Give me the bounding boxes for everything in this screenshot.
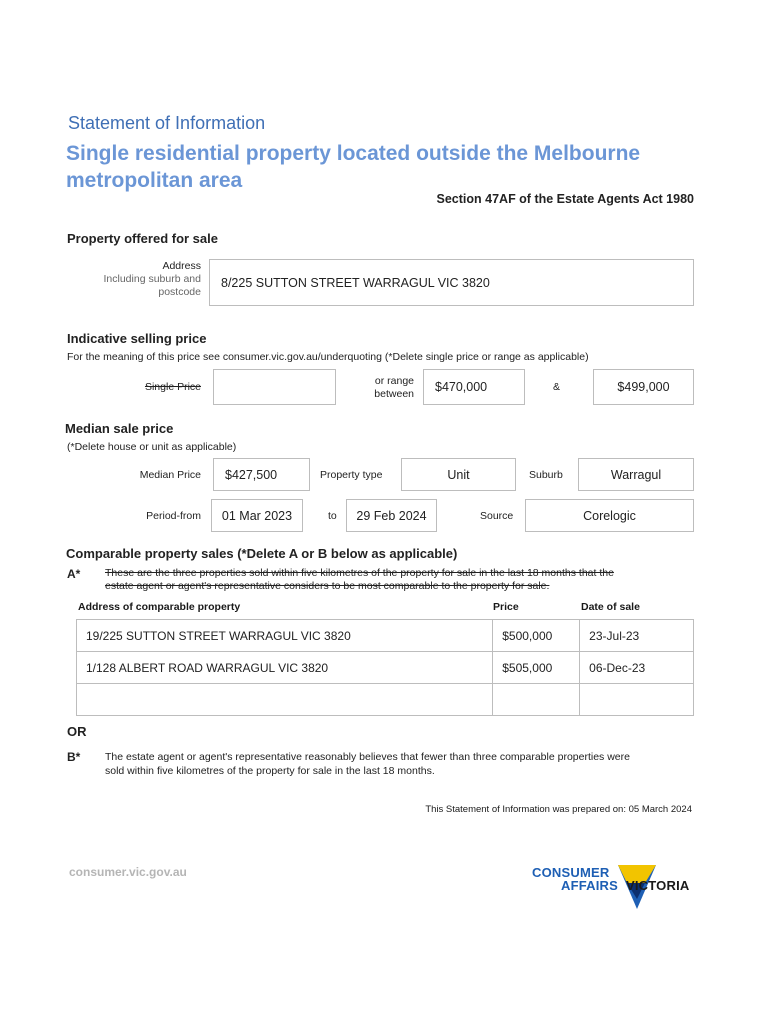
median-price-label: Median Price [139, 469, 201, 481]
single-price-field[interactable] [213, 369, 336, 405]
option-b-text-line2: sold within five kilometres of the property for sale in the last 18 months. [105, 765, 435, 777]
period-from-label: Period-from [146, 510, 201, 522]
address-sublabel-1: Including suburb and [103, 273, 201, 285]
option-b-marker: B* [67, 750, 81, 764]
range-low-value: $470,000 [435, 380, 488, 394]
comparable-address-cell[interactable] [77, 684, 493, 716]
comparable-sales-table [76, 619, 694, 716]
logo-affairs-text: AFFAIRS [561, 878, 619, 893]
suburb-field[interactable] [578, 458, 694, 491]
option-a-text [105, 567, 705, 593]
indicative-price-note: For the meaning of this price see consumer.vic.gov.au/underquoting (*Delete single price or range as applicable) [67, 351, 589, 363]
range-low-field[interactable] [423, 369, 525, 405]
table-row [77, 684, 694, 716]
median-price-heading: Median sale price [65, 421, 174, 436]
comparable-date-cell[interactable]: 06-Dec-23 [580, 652, 694, 684]
option-a-text-line2: estate agent or agent's representative considers to be most comparable to the property for sale. [105, 580, 550, 592]
address-label-group [60, 260, 201, 299]
source-value: Corelogic [583, 508, 636, 523]
comparable-price-cell[interactable]: $505,000 [493, 652, 580, 684]
or-label: OR [67, 724, 87, 739]
page-title: Single residential property located outside the Melbourne metropolitan area [66, 142, 641, 192]
act-reference: Section 47AF of the Estate Agents Act 1980 [436, 192, 694, 206]
address-sublabel-2: postcode [158, 286, 201, 298]
source-label: Source [480, 510, 514, 522]
property-offered-heading: Property offered for sale [67, 231, 218, 246]
comparable-address-cell[interactable]: 1/128 ALBERT ROAD WARRAGUL VIC 3820 [77, 652, 493, 684]
period-from-field[interactable] [211, 499, 303, 532]
comparable-date-cell[interactable]: 23-Jul-23 [580, 620, 694, 652]
comparable-date-cell[interactable] [580, 684, 694, 716]
property-type-label: Property type [320, 469, 383, 481]
comparable-address-cell[interactable]: 19/225 SUTTON STREET WARRAGUL VIC 3820 [77, 620, 493, 652]
property-type-field[interactable] [401, 458, 516, 491]
address-label: Address [162, 260, 201, 272]
col-price-header: Price [493, 601, 519, 613]
address-field[interactable] [209, 259, 694, 306]
col-address-header: Address of comparable property [78, 601, 241, 613]
median-price-note: (*Delete house or unit as applicable) [67, 441, 237, 453]
range-label [350, 375, 414, 401]
comparable-sales-heading: Comparable property sales (*Delete A or B below as applicable) [66, 546, 458, 561]
option-a-marker: A* [67, 567, 81, 581]
table-row [77, 652, 694, 684]
option-b-text-line1: The estate agent or agent's representative reasonably believes that fewer than three comparable properties were [105, 751, 630, 763]
website-link[interactable]: consumer.vic.gov.au [69, 865, 187, 879]
consumer-affairs-victoria-logo [530, 860, 700, 912]
single-price-label: Single Price [144, 381, 201, 393]
prepared-date: This Statement of Information was prepared on: 05 March 2024 [425, 804, 692, 815]
range-label-line2: between [374, 388, 414, 400]
comparable-price-cell[interactable]: $500,000 [493, 620, 580, 652]
period-to-field[interactable] [346, 499, 437, 532]
range-ampersand: & [553, 381, 561, 393]
table-row [77, 620, 694, 652]
range-high-field[interactable] [593, 369, 694, 405]
indicative-price-heading: Indicative selling price [67, 331, 207, 346]
median-price-value: $427,500 [225, 467, 278, 482]
logo-victoria-text: VICTORIA [626, 878, 690, 893]
source-field[interactable] [525, 499, 694, 532]
col-date-header: Date of sale [581, 601, 640, 613]
suburb-label: Suburb [529, 469, 563, 481]
period-to-label: to [328, 510, 337, 522]
address-value: 8/225 SUTTON STREET WARRAGUL VIC 3820 [221, 275, 490, 290]
option-b-text [105, 750, 705, 778]
suburb-value: Warragul [610, 467, 662, 482]
property-type-value: Unit [447, 467, 470, 482]
median-price-field[interactable] [213, 458, 310, 491]
period-from-value: 01 Mar 2023 [221, 508, 293, 523]
logo-consumer-text: CONSUMER [532, 865, 610, 880]
option-a-text-line1: These are the three properties sold within five kilometres of the property for sale in the last 18 months that the [105, 567, 614, 579]
range-high-value: $499,000 [617, 380, 670, 394]
period-to-value: 29 Feb 2024 [356, 508, 427, 523]
statement-of-information-title: Statement of Information [68, 113, 266, 133]
range-label-line1: or range [374, 375, 414, 387]
comparable-price-cell[interactable] [493, 684, 580, 716]
